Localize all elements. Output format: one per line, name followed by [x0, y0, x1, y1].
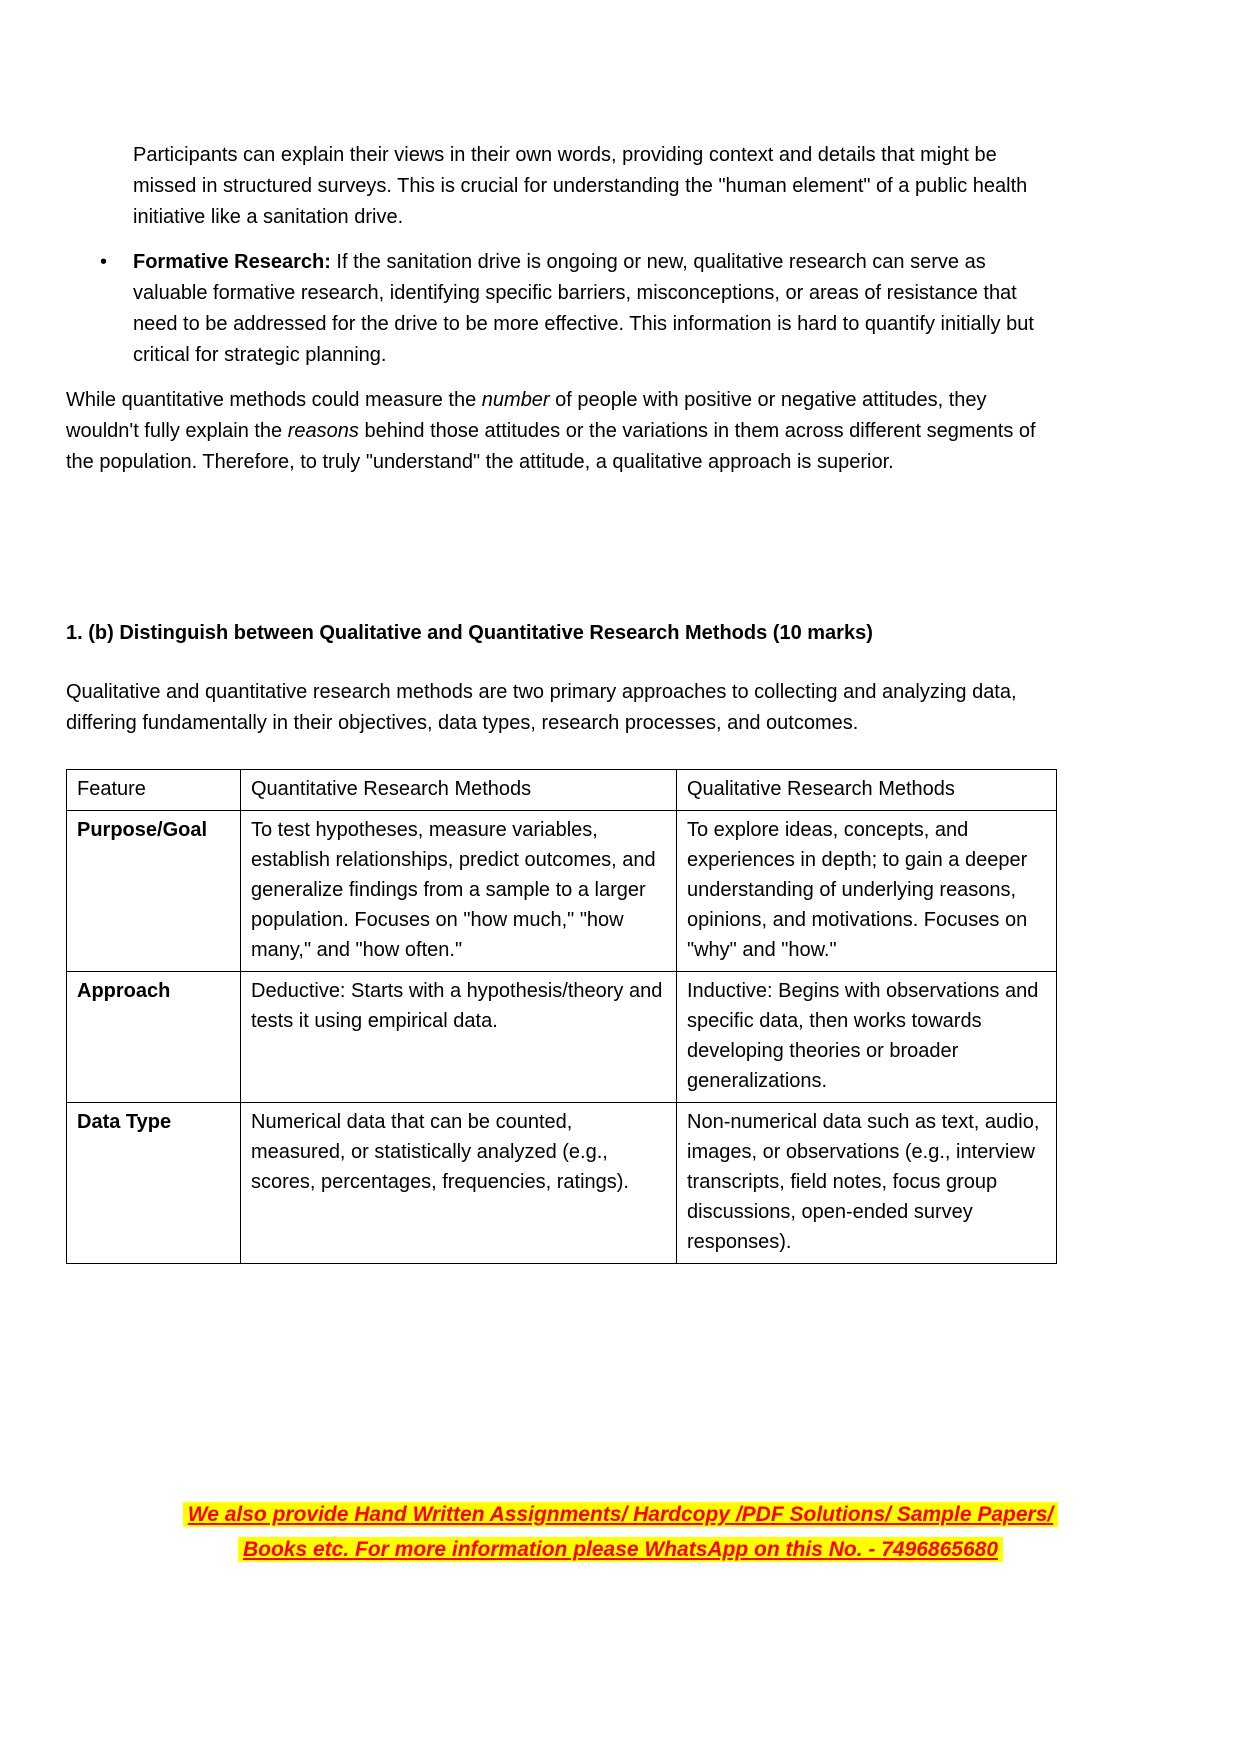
summary-italic-number: number [481, 389, 550, 411]
summary-part-3: behind those attitudes or the variations in them across different segments of the population. Therefore, to truly "understand" the attitude, a qualitative approach is superior. [66, 420, 1036, 473]
footer-banner [0, 1498, 1241, 1567]
table-row [67, 1103, 1057, 1264]
summary-part-2: of people with positive or negative attitudes, they wouldn't fully explain the [66, 389, 987, 442]
bullet-formative-research [100, 247, 1056, 371]
cell-qualitative-purpose: To explore ideas, concepts, and experiences in depth; to gain a deeper understanding of underlying reasons, opinions, and motivations. Focuses on "why" and "how." [677, 811, 1057, 972]
table-intro-paragraph: Qualitative and quantitative research methods are two primary approaches to collecting and analyzing data, differing fundamentally in their objectives, data types, research processes, and outcomes. [66, 681, 1017, 734]
summary-paragraph [66, 385, 1056, 478]
bullet-body-text: If the sanitation drive is ongoing or new, qualitative research can serve as valuable formative research, identifying specific barriers, misconceptions, or areas of resistance that need to be addressed for the drive to be more effective. This information is hard to quantify initially but critical for strategic planning. [133, 251, 1034, 366]
cell-feature-purpose: Purpose/Goal [67, 811, 241, 972]
header-feature: Feature [67, 770, 241, 811]
cell-quantitative-datatype: Numerical data that can be counted, measured, or statistically analyzed (e.g., scores, percentages, frequencies, ratings). [241, 1103, 677, 1264]
comparison-table [66, 769, 1057, 1264]
cell-feature-datatype: Data Type [67, 1103, 241, 1264]
header-qualitative: Qualitative Research Methods [677, 770, 1057, 811]
table-row [67, 972, 1057, 1103]
summary-italic-reasons: reasons [287, 420, 359, 442]
summary-part-1: While quantitative methods could measure the [66, 389, 482, 411]
bullet-icon: • [100, 251, 108, 273]
cell-quantitative-approach: Deductive: Starts with a hypothesis/theory and tests it using empirical data. [241, 972, 677, 1103]
table-row [67, 811, 1057, 972]
cell-quantitative-purpose: To test hypotheses, measure variables, establish relationships, predict outcomes, and generalize findings from a sample to a larger population. Focuses on "how much," "how many," and "how often." [241, 811, 677, 972]
cell-feature-approach: Approach [67, 972, 241, 1103]
intro-paragraph: Participants can explain their views in their own words, providing context and details that might be missed in structured surveys. This is crucial for understanding the "human element" of a public health initiative like a sanitation drive. [133, 144, 1028, 228]
cell-qualitative-datatype: Non-numerical data such as text, audio, images, or observations (e.g., interview transcripts, field notes, focus group discussions, open-ended survey responses). [677, 1103, 1057, 1264]
footer-line-2: Books etc. For more information please WhatsApp on this No. - 7496865680 [238, 1537, 1003, 1562]
section-heading: 1. (b) Distinguish between Qualitative and Quantitative Research Methods (10 marks) [66, 622, 873, 644]
footer-line-1: We also provide Hand Written Assignments/ Hardcopy /PDF Solutions/ Sample Papers/ [183, 1502, 1058, 1527]
header-quantitative: Quantitative Research Methods [241, 770, 677, 811]
table-header-row [67, 770, 1057, 811]
cell-qualitative-approach: Inductive: Begins with observations and specific data, then works towards developing theories or broader generalizations. [677, 972, 1057, 1103]
bullet-paragraph [133, 247, 1056, 371]
bullet-label: Formative Research: [133, 251, 331, 273]
